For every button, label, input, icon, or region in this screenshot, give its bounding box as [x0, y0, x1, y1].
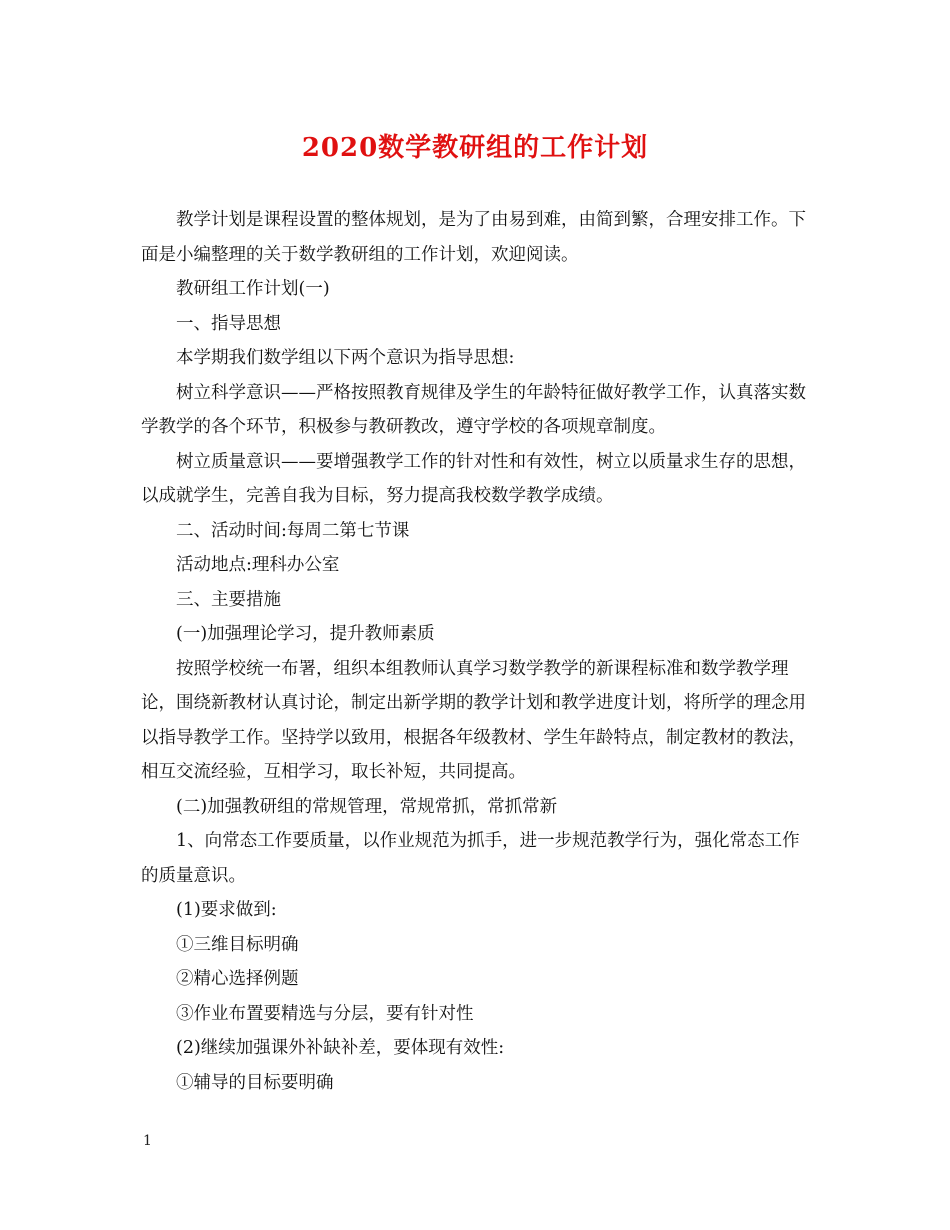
list-item-examples: ②精心选择例题: [176, 969, 299, 989]
list-item-homework: ③作业布置要精选与分层，要有针对性: [176, 1003, 474, 1024]
paragraph-plan-heading: 教研组工作计划(一): [176, 279, 330, 299]
subsection-heading-routine: (二)加强教研组的常规管理，常规常抓，常抓常新: [176, 796, 558, 817]
section-heading-guiding-thought: 一、指导思想: [176, 313, 281, 334]
paragraph-intro: 教学计划是课程设置的整体规划，是为了由易到难，由简到繁，合理安排工作。下面是小编整理的关于数学教研组的工作计划，欢迎阅读。: [141, 210, 806, 265]
list-heading-tutoring: (2)继续加强课外补缺补差，要体现有效性:: [176, 1038, 505, 1058]
document-body: [141, 203, 813, 1100]
list-item-tutoring-goal: ①辅导的目标要明确: [176, 1072, 334, 1093]
paragraph-theory-study: 按照学校统一布署，组织本组教师认真学习数学教学的新课程标准和数学教学理论，围绕新教材认真讨论，制定出新学期的教学计划和教学进度计划，将所学的理念用以指导教学工作。坚持学以致用，根据各年级教材、学生年龄特点，制定教材的教法，相互交流经验，互相学习，取长补短，共同提高。: [141, 658, 806, 782]
list-heading-requirements: (1)要求做到:: [176, 900, 277, 920]
subsection-heading-theory: (一)加强理论学习，提升教师素质: [176, 624, 435, 644]
section-heading-activity-time: 二、活动时间:每周二第七节课: [176, 520, 410, 541]
paragraph-activity-location: 活动地点:理科办公室: [176, 555, 340, 575]
list-item-goal: ①三维目标明确: [176, 934, 299, 955]
section-heading-main-measures: 三、主要措施: [176, 589, 281, 610]
paragraph-routine-quality: 1、向常态工作要质量，以作业规范为抓手，进一步规范教学行为，强化常态工作的质量意识。: [141, 831, 800, 886]
page-number: 1: [143, 1133, 152, 1149]
paragraph-quality-awareness: 树立质量意识——要增强教学工作的针对性和有效性，树立以质量求生存的思想，以成就学生，完善自我为目标，努力提高我校数学教学成绩。: [141, 451, 806, 506]
paragraph-guiding-intro: 本学期我们数学组以下两个意识为指导思想:: [176, 348, 515, 368]
document-title: 2020数学教研组的工作计划: [301, 133, 649, 163]
paragraph-science-awareness: 树立科学意识——严格按照教育规律及学生的年龄特征做好教学工作，认真落实数学教学的各个环节，积极参与教研教改，遵守学校的各项规章制度。: [141, 382, 806, 437]
